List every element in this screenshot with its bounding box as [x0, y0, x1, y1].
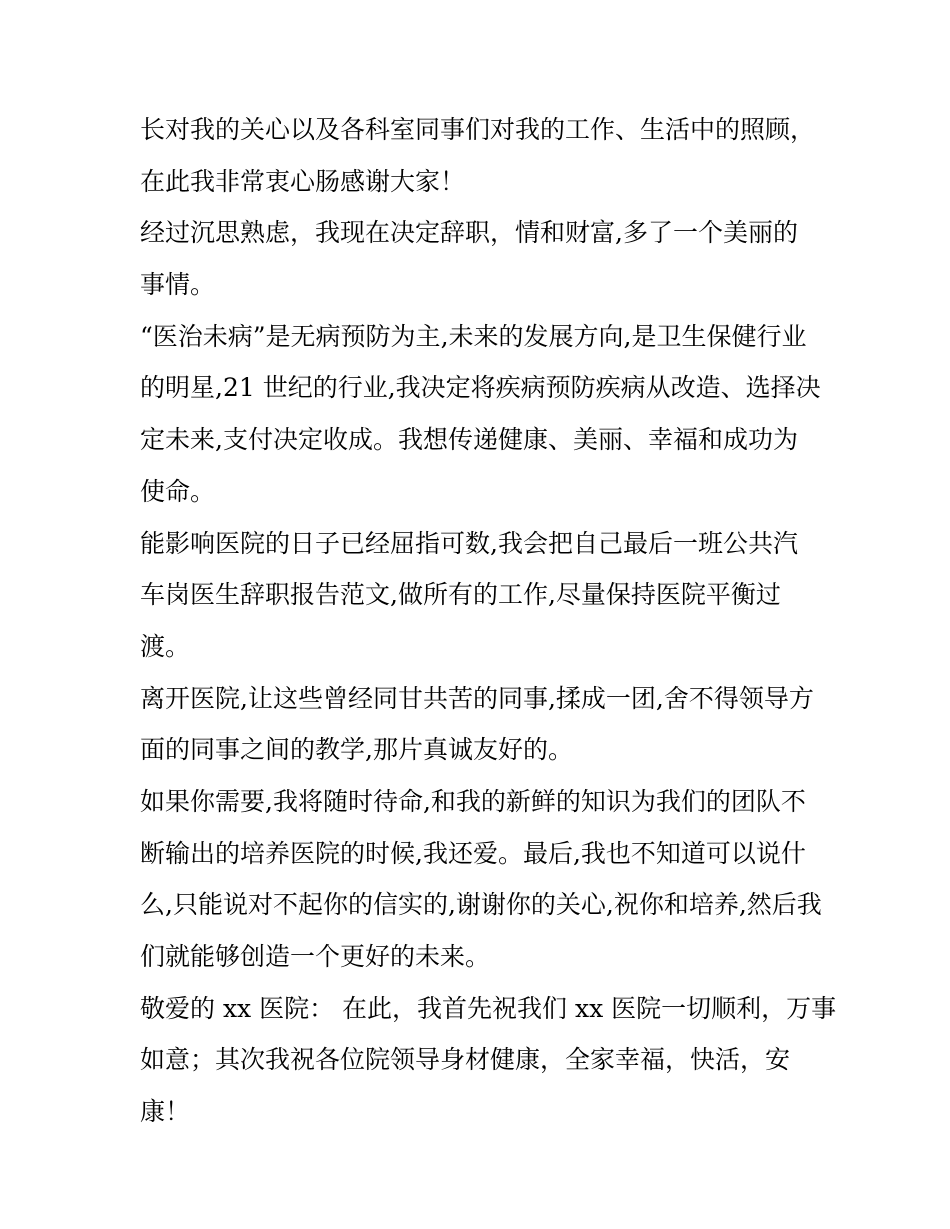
text-line: 如果你需要,我将随时待命,和我的新鲜的知识为我们的团队不 [140, 786, 806, 816]
text-line: 们就能够创造一个更好的未来。 [140, 942, 491, 971]
text-line: 定未来,支付决定收成。我想传递健康、美丽、幸福和成功为 [140, 425, 798, 455]
text-line: 长对我的关心以及各科室同事们对我的工作、生活中的照顾， [140, 115, 816, 144]
text-line: 能影响医院的日子已经屈指可数,我会把自己最后一班公共汽 [140, 528, 798, 558]
text-line: “医治未病”是无病预防为主,未来的发展方向,是卫生保健行业 [140, 321, 807, 351]
text-line: 离开医院,让这些曾经同甘共苦的同事,揉成一团,舍不得领导方 [140, 683, 814, 713]
document-body-text [140, 104, 837, 1138]
text-line: 的明星,21 世纪的行业,我决定将疾病预防疾病从改造、选择决 [140, 373, 821, 403]
text-line: 事情。 [140, 270, 216, 300]
text-line: 使命。 [140, 476, 216, 506]
text-line: 敬爱的 xx 医院： 在此，我首先祝我们 xx 医院一切顺利，万事 [140, 993, 837, 1023]
text-line: 如意；其次我祝各位院领导身材健康，全家幸福，快活，安 [140, 1045, 791, 1075]
text-line: 断输出的培养医院的时候,我还爱。最后,我也不知道可以说什 [140, 838, 806, 868]
text-line: 面的同事之间的教学,那片真诚友好的。 [140, 735, 573, 765]
text-line: 经过沉思熟虑，我现在决定辞职，情和财富,多了一个美丽的 [140, 218, 798, 248]
text-line: 康！ [140, 1097, 191, 1127]
text-line: 车岗医生辞职报告范文,做所有的工作,尽量保持医院平衡过 [140, 580, 781, 610]
text-line: 在此我非常衷心肠感谢大家！ [140, 166, 466, 196]
text-line: 渡。 [140, 631, 191, 661]
text-line: 么,只能说对不起你的信实的,谢谢你的关心,祝你和培养,然后我 [140, 890, 822, 920]
